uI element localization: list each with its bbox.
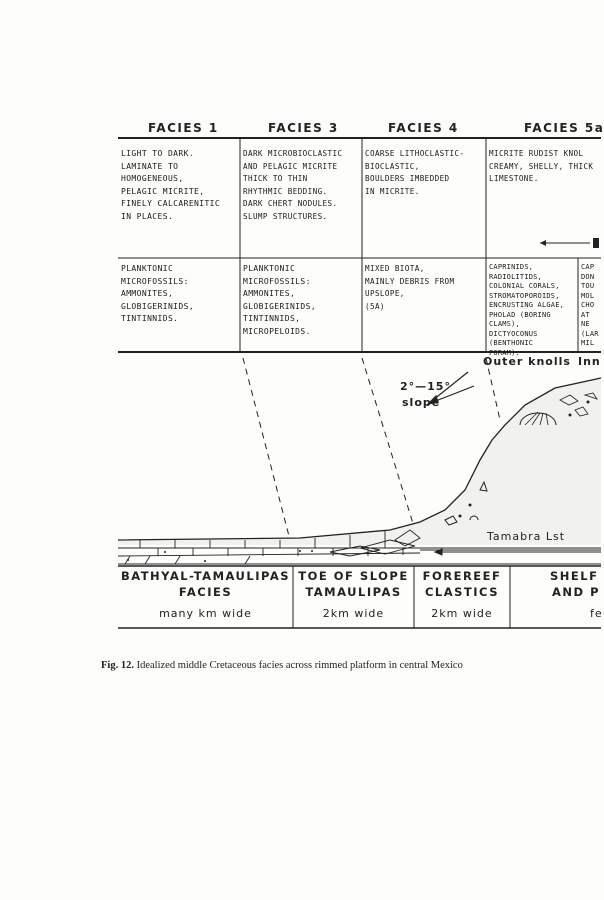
- text-line: TINTINNIDS.: [121, 314, 179, 323]
- text-line: TOU: [581, 282, 595, 290]
- text-line: SLUMP STRUCTURES.: [243, 211, 328, 221]
- facies-name-2: CLASTICS: [424, 585, 499, 599]
- header-facies-1: FACIES 1: [148, 121, 219, 135]
- facies-name: BATHYAL-TAMAULIPAS: [120, 569, 291, 583]
- header-facies-3: FACIES 3: [268, 121, 339, 135]
- bottom-bathyal: [118, 568, 293, 622]
- text-line: FINELY CALCARENITIC: [121, 199, 221, 208]
- text-line: IN MICRITE.: [365, 186, 420, 196]
- facies-name: FOREREEF: [422, 569, 502, 583]
- bottom-toe-of-slope: [293, 568, 414, 622]
- platform-profile: [118, 378, 601, 545]
- text-line: AND PELAGIC MICRITE: [243, 161, 338, 171]
- caption-text: Idealized middle Cretaceous facies across rimmed platform in central Mexico: [133, 660, 463, 671]
- facies-name-2: TAMAULIPAS: [305, 585, 402, 599]
- text-line: PLANKTONIC: [121, 264, 174, 273]
- lithology-facies-3: [243, 148, 342, 223]
- biota-facies-3: [243, 263, 316, 338]
- facies-width: 2km wide: [431, 607, 493, 620]
- text-line: DICTYOCONUS: [489, 329, 538, 338]
- text-line: DARK MICROBIOCLASTIC: [243, 149, 343, 158]
- text-line: DON: [581, 272, 595, 281]
- text-line: COARSE LITHOCLASTIC-: [365, 149, 465, 158]
- text-line: CHO: [581, 301, 595, 309]
- text-line: STROMATOPOROIDS,: [489, 291, 560, 300]
- facies-width: 2km wide: [322, 607, 385, 620]
- tamabra-label: Tamabra Lst: [487, 530, 566, 543]
- figure-number: Fig. 12.: [101, 660, 134, 671]
- lateral-arrow: [540, 238, 599, 248]
- text-line: LIMESTONE.: [489, 174, 539, 183]
- text-line: MAINLY DEBRIS FROM: [365, 276, 455, 286]
- text-line: MICROFOSSILS:: [121, 276, 189, 286]
- text-line: AT: [581, 310, 590, 319]
- text-line: MICRITE RUDIST KNOL: [489, 149, 584, 158]
- text-line: MIXED BIOTA,: [365, 264, 425, 273]
- text-line: PELAGIC MICRITE,: [121, 186, 205, 196]
- text-line: GLOBIGERINIDS,: [121, 301, 195, 311]
- text-line: (LAR: [581, 329, 599, 338]
- text-line: CAPRINIDS,: [489, 263, 534, 271]
- facies-width: many km wide: [159, 607, 252, 620]
- biota-facies-4: [365, 263, 455, 313]
- text-line: UPSLOPE,: [365, 289, 405, 298]
- text-line: LAMINATE TO: [121, 161, 179, 171]
- bottom-shelf: [540, 568, 603, 622]
- text-line: AMMONITES,: [243, 289, 296, 298]
- text-line: MICROFOSSILS:: [243, 276, 311, 286]
- text-line: RADIOLITIDS,: [489, 272, 542, 281]
- bottom-forereef: [414, 568, 510, 622]
- facies-name-2: AND P: [552, 585, 601, 599]
- text-line: BIOCLASTIC,: [365, 161, 420, 171]
- header-facies-5a: FACIES 5a: [524, 121, 604, 135]
- text-line: CLAMS),: [489, 320, 520, 328]
- text-line: BOULDERS IMBEDDED: [365, 174, 450, 183]
- text-line: LIGHT TO DARK.: [121, 149, 195, 158]
- facies-name: SHELF: [550, 569, 599, 583]
- text-line: MOL: [581, 291, 595, 300]
- lithology-facies-5a: [489, 148, 593, 186]
- lithology-facies-1: [121, 148, 220, 223]
- text-line: PHOLAD (BORING: [489, 310, 551, 319]
- text-line: DARK CHERT NODULES.: [243, 199, 338, 208]
- biota-facies-5a: [489, 263, 564, 358]
- text-line: IN PLACES.: [121, 211, 174, 221]
- text-line: RHYTHMIC BEDDING.: [243, 186, 328, 196]
- figure-caption: [101, 660, 463, 671]
- text-line: TINTINNIDS,: [243, 314, 301, 323]
- text-line: AMMONITES,: [121, 289, 174, 298]
- text-line: NE: [581, 320, 590, 328]
- text-line: COLONIAL CORALS,: [489, 282, 560, 290]
- text-line: FORAM).: [489, 348, 520, 357]
- text-line: PLANKTONIC: [243, 264, 296, 273]
- text-line: ENCRUSTING ALGAE,: [489, 301, 565, 309]
- text-line: (5A): [365, 301, 385, 311]
- outer-knolls-label: Outer knolls: [483, 355, 571, 368]
- biota-facies-1: [121, 263, 194, 326]
- facies-name: TOE OF SLOPE: [298, 569, 409, 583]
- lithology-facies-4: [365, 148, 464, 198]
- facies-width: fe: [590, 607, 603, 620]
- text-line: (BENTHONIC: [489, 339, 534, 347]
- text-line: CAP: [581, 263, 595, 271]
- text-line: HOMOGENEOUS,: [121, 174, 184, 183]
- slope-angle-label: 2°—15°: [400, 380, 451, 393]
- text-line: MIL: [581, 339, 595, 347]
- inner-label: Inn: [578, 355, 601, 368]
- text-line: CREAMY, SHELLY, THICK: [489, 161, 594, 171]
- text-line: THICK TO THIN: [243, 174, 308, 183]
- header-facies-4: FACIES 4: [388, 121, 459, 135]
- text-line: GLOBIGERINIDS,: [243, 301, 317, 311]
- facies-name-2: FACIES: [178, 585, 233, 599]
- biota-facies-5b: [581, 263, 601, 349]
- slope-word-label: slope: [402, 396, 441, 409]
- text-line: MICROPELOIDS.: [243, 326, 311, 336]
